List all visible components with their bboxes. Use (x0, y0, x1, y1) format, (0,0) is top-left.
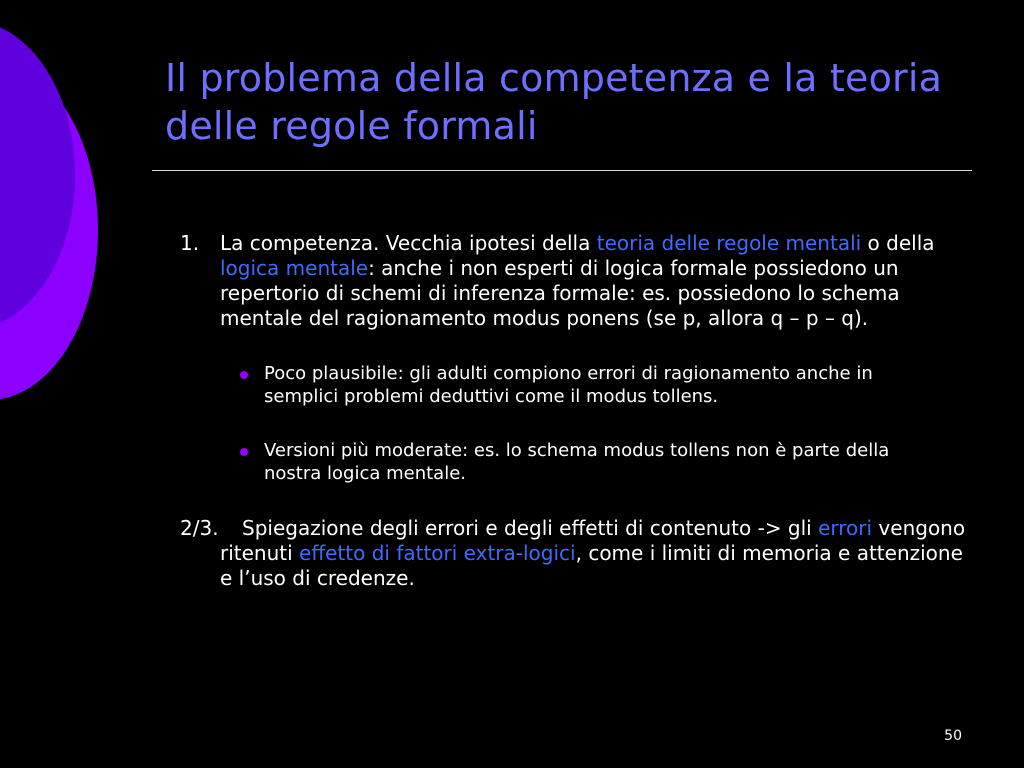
item-text: : anche i non esperti di logica formale possiedono un repertorio di schemi di inferenza formale: es. possiedono lo schema mentale del ragionamento modus ponens (se p, allora q – p – q). (220, 256, 900, 330)
highlight-text: errori (818, 516, 873, 540)
item-text: Spiegazione degli errori e degli effetti di contenuto -> gli (242, 516, 819, 540)
bullet-text: Versioni più moderate: es. lo schema modus tollens non è parte della nostra logica mentale. (264, 440, 890, 484)
item-number: 2/3. (180, 516, 219, 540)
item-text: o della (861, 231, 935, 255)
item-text: vengono ritenuti (220, 516, 966, 565)
bullet-item (264, 362, 894, 408)
bullet-text: Poco plausibile: gli adulti compiono errori di ragionamento anche in semplici problemi deduttivi come il modus tollens. (264, 363, 873, 407)
bullet-icon (240, 371, 248, 379)
bullet-item (264, 439, 894, 485)
item-text: La competenza. Vecchia ipotesi della (220, 231, 597, 255)
highlight-text: logica mentale (220, 256, 369, 280)
numbered-item-2-3 (180, 516, 970, 591)
slide-body (180, 231, 970, 591)
item-text: , come i limiti di memoria e attenzione e l’uso di credenze. (220, 541, 963, 590)
highlight-text: effetto di fattori extra-logici (299, 541, 576, 565)
bullet-icon (240, 448, 248, 456)
item-number: 1. (180, 231, 200, 255)
highlight-text: teoria delle regole mentali (596, 231, 862, 255)
slide-title: Il problema della competenza e la teoria delle regole formali (165, 56, 943, 148)
title-divider (152, 170, 972, 171)
numbered-item-1 (180, 231, 970, 331)
page-number: 50 (944, 728, 962, 744)
